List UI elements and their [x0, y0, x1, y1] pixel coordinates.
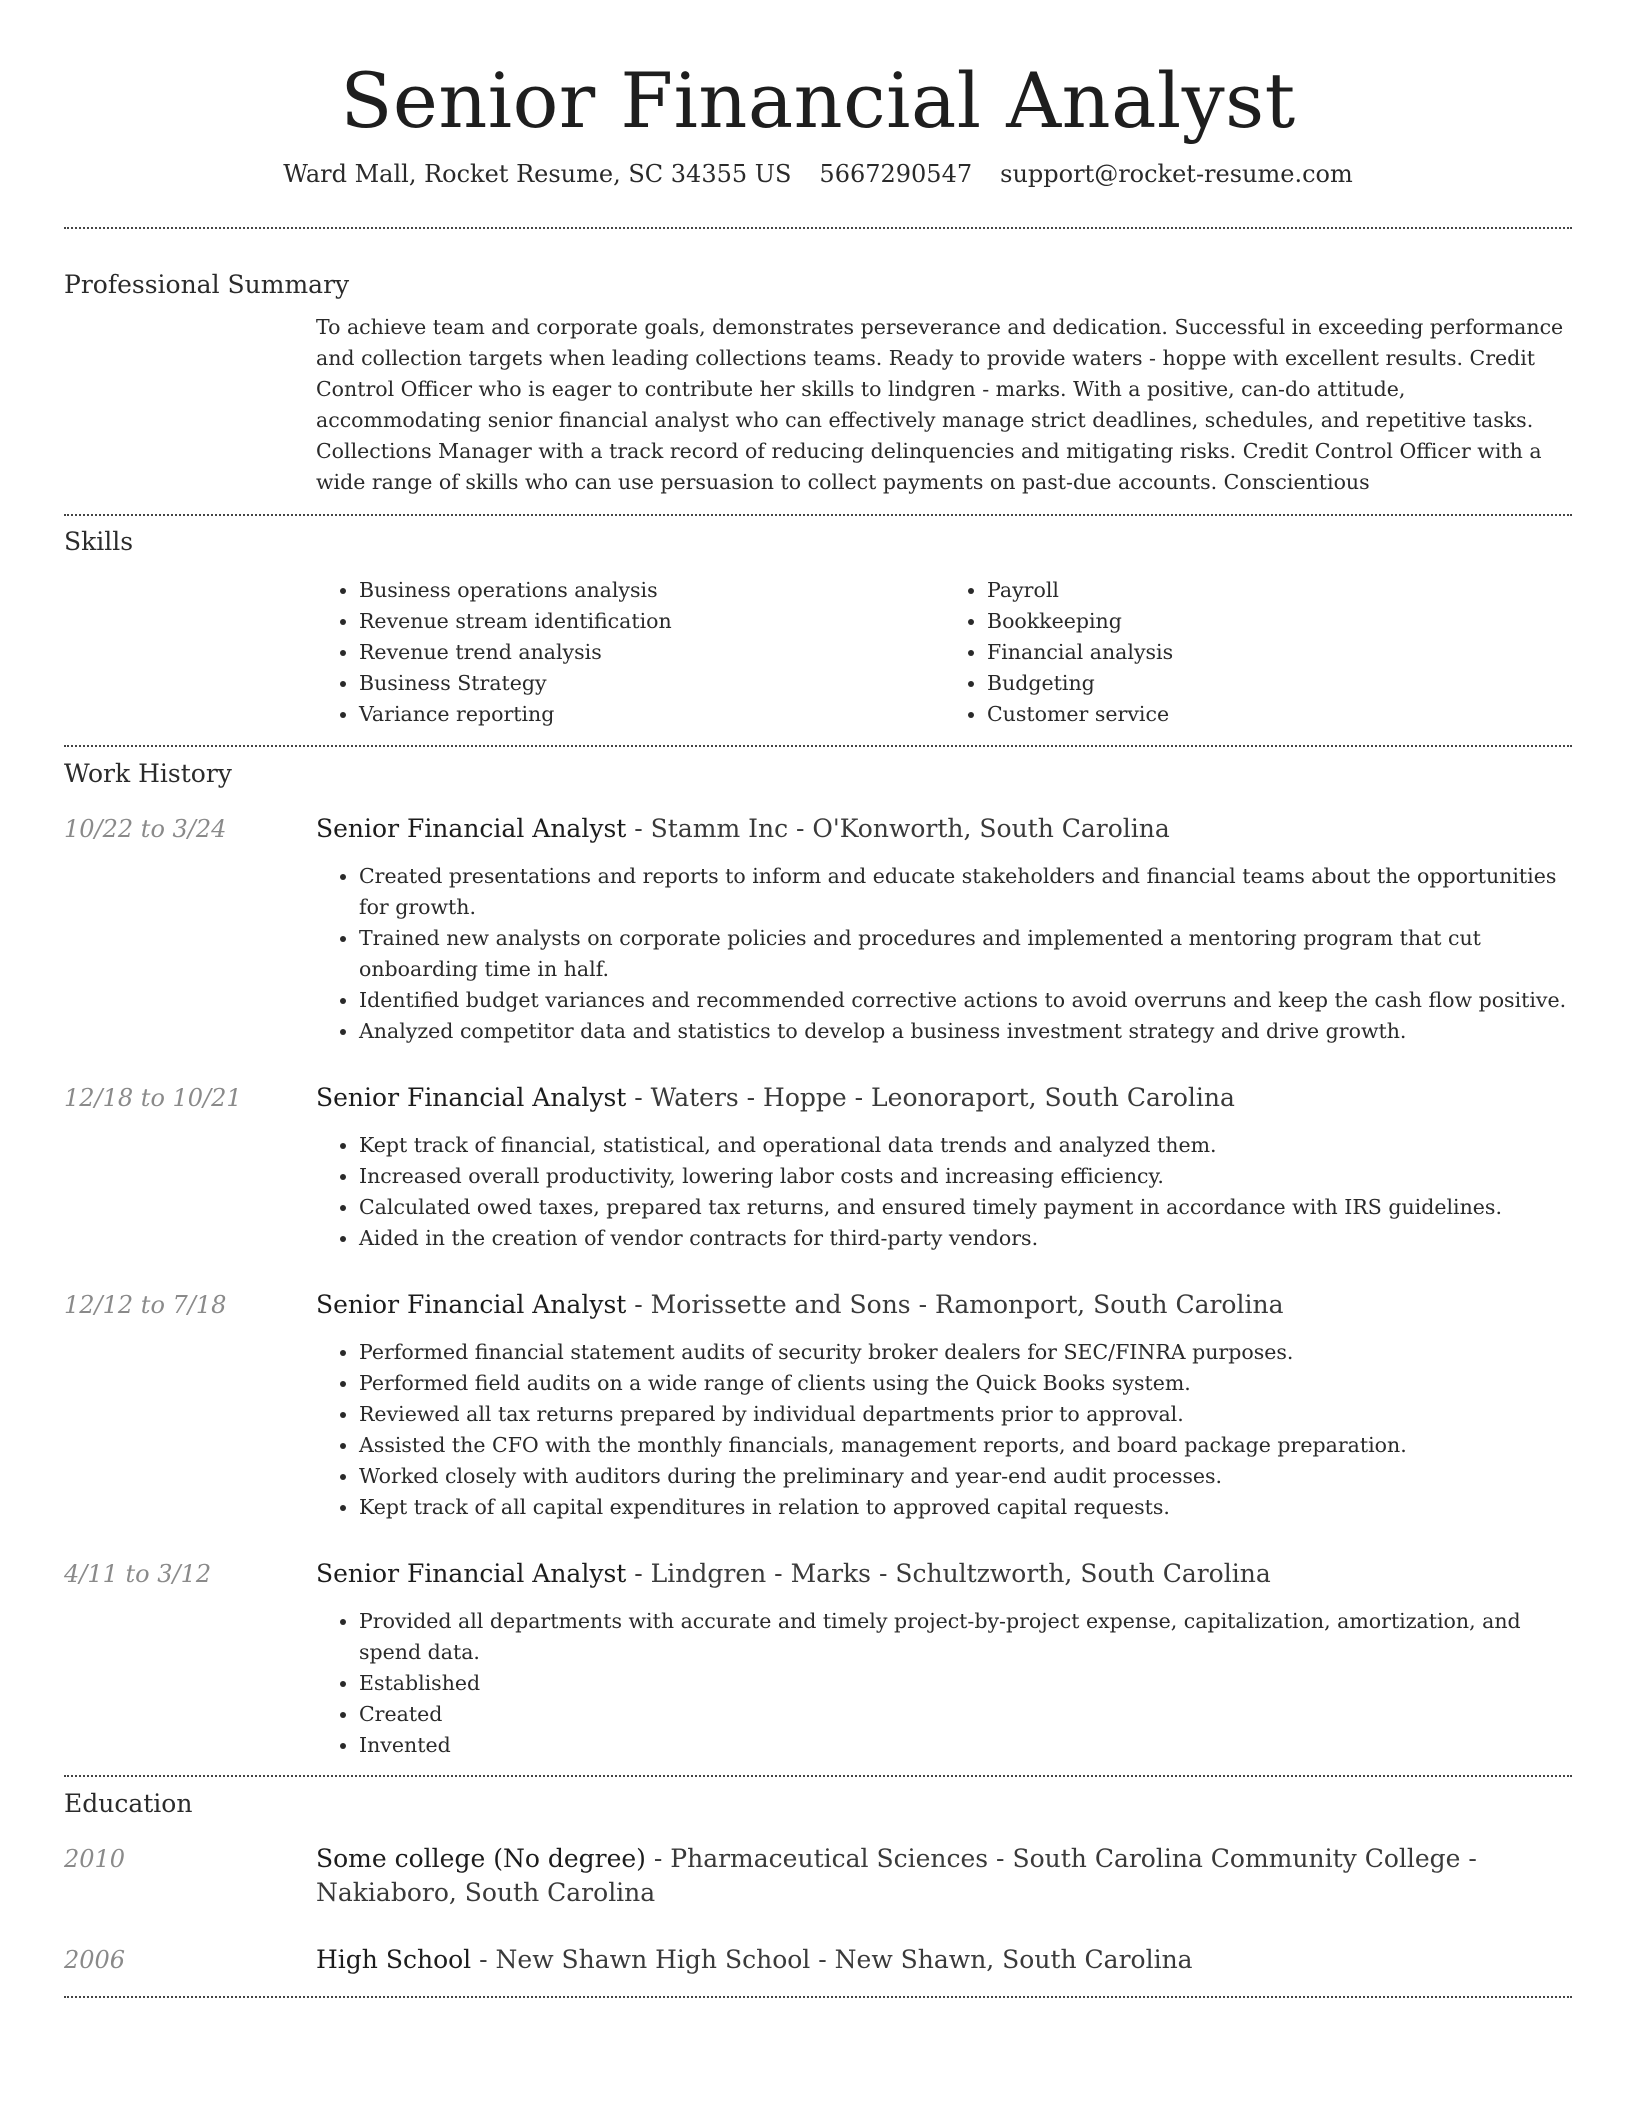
job-bullet: • Invented — [359, 1730, 1572, 1761]
job-bullet: • Created — [359, 1699, 1572, 1730]
job-bullet: • Identified budget variances and recommended corrective actions to avoid overruns and keep the cash flow positive. — [359, 985, 1572, 1016]
job-bullets — [316, 1337, 1572, 1523]
job-role: Senior Financial Analyst — [316, 1083, 627, 1112]
divider — [64, 1775, 1572, 1777]
skills-list-left — [316, 575, 944, 730]
divider — [64, 514, 1572, 516]
job-employer: Waters - Hoppe - Leonoraport, South Carolina — [650, 1083, 1235, 1112]
contact-address: Ward Mall, Rocket Resume, SC 34355 US — [283, 160, 792, 188]
skill-item: • Revenue stream identification — [359, 606, 944, 637]
education-title: High School - New Shawn High School - New Shawn, South Carolina — [316, 1945, 1193, 1974]
resume-name: Senior Financial Analyst — [340, 56, 1296, 145]
job-bullet: • Performed field audits on a wide range of clients using the Quick Books system. — [359, 1368, 1572, 1399]
section-title-skills: Skills — [64, 527, 134, 556]
job-bullet: • Worked closely with auditors during the preliminary and year-end audit processes. — [359, 1461, 1572, 1492]
job-role: Senior Financial Analyst — [316, 814, 627, 843]
divider — [64, 1996, 1572, 1998]
skills-grid — [316, 575, 1572, 730]
skill-item: • Business operations analysis — [359, 575, 944, 606]
job-bullet: • Created presentations and reports to inform and educate stakeholders and financial teams about the opportunities for growth. — [359, 861, 1572, 923]
job-title: Senior Financial Analyst - Waters - Hoppe - Leonoraport, South Carolina — [316, 1083, 1235, 1112]
job-title: Senior Financial Analyst - Morissette and Sons - Ramonport, South Carolina — [316, 1290, 1284, 1319]
job-bullet: • Provided all departments with accurate and timely project-by-project expense, capitalization, amortization, and spend data. — [359, 1606, 1572, 1668]
work-section — [64, 757, 1572, 1761]
education-year: 2006 — [64, 1946, 126, 1974]
education-school: Pharmaceutical Sciences - South Carolina Community College - Nakiaboro, South Carolina — [316, 1844, 1477, 1907]
job-bullet: • Reviewed all tax returns prepared by individual departments prior to approval. — [359, 1399, 1572, 1430]
skill-item: • Customer service — [987, 699, 1572, 730]
job-role: Senior Financial Analyst — [316, 1290, 627, 1319]
job-bullet: • Kept track of all capital expenditures in relation to approved capital requests. — [359, 1492, 1572, 1523]
job-entry — [64, 1288, 1572, 1523]
job-employer: Lindgren - Marks - Schultzworth, South Carolina — [650, 1559, 1271, 1588]
contact-phone: 5667290547 — [819, 160, 973, 188]
divider — [64, 745, 1572, 747]
job-dates: 12/12 to 7/18 — [64, 1291, 227, 1319]
summary-section — [64, 268, 1572, 498]
job-dates: 10/22 to 3/24 — [64, 815, 227, 843]
education-section — [64, 1787, 1572, 1977]
job-entry — [64, 1557, 1572, 1761]
education-entry — [64, 1943, 1572, 1977]
skill-item: • Budgeting — [987, 668, 1572, 699]
job-bullet: • Performed financial statement audits of security broker dealers for SEC/FINRA purposes. — [359, 1337, 1572, 1368]
skill-item: • Financial analysis — [987, 637, 1572, 668]
job-bullet: • Established — [359, 1668, 1572, 1699]
skill-item: • Variance reporting — [359, 699, 944, 730]
education-degree: Some college (No degree) — [316, 1844, 646, 1873]
summary-text: To achieve team and corporate goals, demonstrates perseverance and dedication. Successful in exceeding performance and collection targets when leading collections teams. Ready to provide waters - hoppe with excellent results. Credit Control Officer who is eager to contribute her skills to lindgren - marks. With a positive, can-do attitude, accommodating senior financial analyst who can effectively manage strict deadlines, schedules, and repetitive tasks. Collections Manager with a track record of reducing delinquencies and mitigating risks. Credit Control Officer with a wide range of skills who can use persuasion to collect payments on past-due accounts. Conscientious — [316, 315, 1564, 494]
resume-header — [64, 58, 1572, 190]
education-entry — [64, 1842, 1572, 1910]
job-title: Senior Financial Analyst - Lindgren - Marks - Schultzworth, South Carolina — [316, 1559, 1271, 1588]
job-bullets — [316, 1606, 1572, 1761]
job-title: Senior Financial Analyst - Stamm Inc - O'Konworth, South Carolina — [316, 814, 1170, 843]
section-title-work: Work History — [64, 759, 232, 788]
skills-section — [64, 525, 1572, 730]
contact-email[interactable]: support@rocket-resume.com — [1000, 160, 1353, 188]
education-degree: High School — [316, 1945, 472, 1974]
education-year: 2010 — [64, 1845, 126, 1873]
job-dates: 4/11 to 3/12 — [64, 1560, 212, 1588]
education-title: Some college (No degree) - Pharmaceutical Sciences - South Carolina Community College - Nakiaboro, South Carolina — [316, 1844, 1477, 1907]
skill-item: • Revenue trend analysis — [359, 637, 944, 668]
job-employer: Morissette and Sons - Ramonport, South Carolina — [650, 1290, 1284, 1319]
skills-list-right — [944, 575, 1572, 730]
job-dates: 12/18 to 10/21 — [64, 1084, 242, 1112]
job-bullet: • Trained new analysts on corporate policies and procedures and implemented a mentoring program that cut onboarding time in half. — [359, 923, 1572, 985]
section-title-summary: Professional Summary — [64, 270, 350, 299]
resume-page — [64, 0, 1572, 1998]
job-bullet: • Analyzed competitor data and statistics to develop a business investment strategy and drive growth. — [359, 1016, 1572, 1047]
job-bullet: • Aided in the creation of vendor contracts for third-party vendors. — [359, 1223, 1572, 1254]
job-bullets — [316, 1130, 1572, 1254]
job-bullet: • Assisted the CFO with the monthly financials, management reports, and board package preparation. — [359, 1430, 1572, 1461]
job-entry — [64, 1081, 1572, 1254]
job-bullets — [316, 861, 1572, 1047]
education-school: New Shawn High School - New Shawn, South Carolina — [495, 1945, 1193, 1974]
job-role: Senior Financial Analyst — [316, 1559, 627, 1588]
contact-line — [64, 158, 1572, 190]
skill-item: • Payroll — [987, 575, 1572, 606]
job-entry — [64, 812, 1572, 1047]
section-title-education: Education — [64, 1789, 193, 1818]
job-bullet: • Increased overall productivity, lowering labor costs and increasing efficiency. — [359, 1161, 1572, 1192]
divider — [64, 227, 1572, 229]
job-bullet: • Calculated owed taxes, prepared tax returns, and ensured timely payment in accordance with IRS guidelines. — [359, 1192, 1572, 1223]
skill-item: • Business Strategy — [359, 668, 944, 699]
skill-item: • Bookkeeping — [987, 606, 1572, 637]
job-employer: Stamm Inc - O'Konworth, South Carolina — [650, 814, 1170, 843]
job-bullet: • Kept track of financial, statistical, and operational data trends and analyzed them. — [359, 1130, 1572, 1161]
